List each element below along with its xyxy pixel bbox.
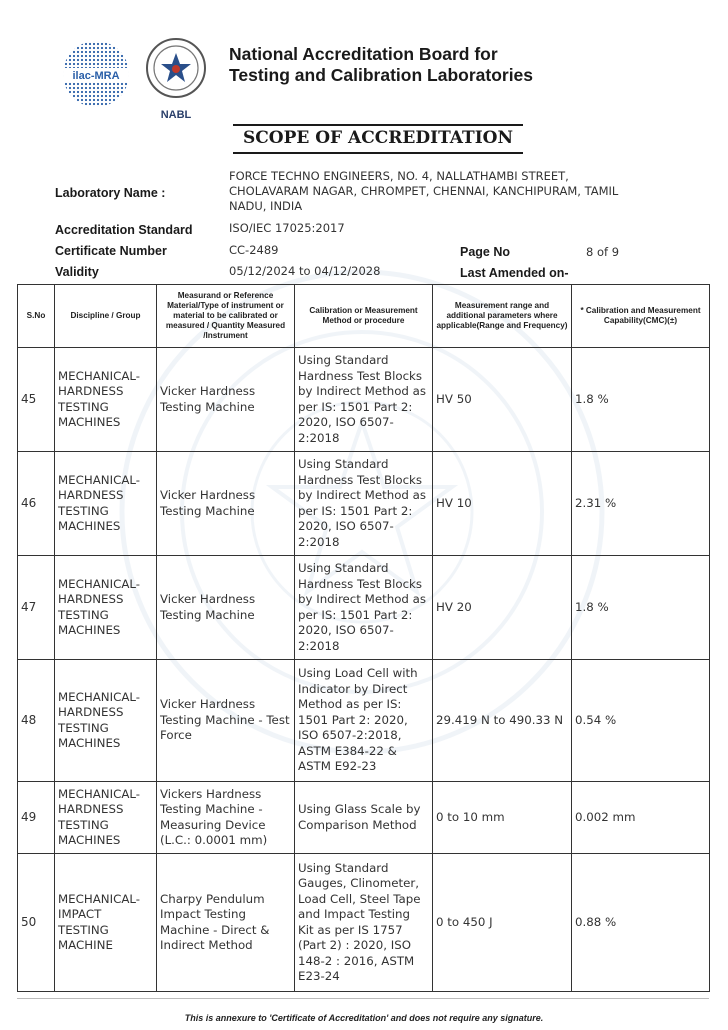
cell-range: HV 20 xyxy=(433,556,572,660)
scope-table xyxy=(17,284,710,992)
header-logos xyxy=(60,38,210,122)
table-row xyxy=(18,556,710,660)
cell-cmc: 1.8 % xyxy=(572,556,710,660)
table-header-row xyxy=(18,285,710,348)
cell-cmc: 1.8 % xyxy=(572,348,710,452)
table-row xyxy=(18,660,710,782)
last-amended-label: Last Amended on- xyxy=(460,266,569,280)
nabl-logo xyxy=(144,38,208,122)
document-title: SCOPE OF ACCREDITATION xyxy=(233,124,523,154)
lab-name-label: Laboratory Name : xyxy=(55,186,166,200)
table-row xyxy=(18,854,710,992)
ilac-logo-text: ilac-MRA xyxy=(72,70,120,82)
validity-value: 05/12/2024 to 04/12/2028 xyxy=(229,264,381,278)
cell-range: 0 to 10 mm xyxy=(433,782,572,854)
page-no-value: 8 of 9 xyxy=(586,245,620,259)
cell-discipline: MECHANICAL- HARDNESS TESTING MACHINES xyxy=(55,556,157,660)
cell-method: Using Glass Scale by Comparison Method xyxy=(295,782,433,854)
cell-cmc: 0.002 mm xyxy=(572,782,710,854)
cell-discipline: MECHANICAL- HARDNESS TESTING MACHINES xyxy=(55,660,157,782)
cell-measurand: Vicker Hardness Testing Machine xyxy=(157,452,295,556)
cell-discipline: MECHANICAL- IMPACT TESTING MACHINE xyxy=(55,854,157,992)
table-row xyxy=(18,348,710,452)
footer-divider xyxy=(17,998,709,999)
cell-sno: 49 xyxy=(18,782,55,854)
standard-label: Accreditation Standard xyxy=(55,223,193,237)
cell-range: HV 10 xyxy=(433,452,572,556)
table-row xyxy=(18,452,710,556)
certificate-value: CC-2489 xyxy=(229,243,279,257)
cell-range: HV 50 xyxy=(433,348,572,452)
cell-cmc: 0.54 % xyxy=(572,660,710,782)
lab-name-line3: NADU, INDIA xyxy=(229,199,303,213)
cell-measurand: Vickers Hardness Testing Machine - Measuring Device (L.C.: 0.0001 mm) xyxy=(157,782,295,854)
cell-method: Using Standard Hardness Test Blocks by Indirect Method as per IS: 1501 Part 2: 2020, ISO 6507-2:2018 xyxy=(295,452,433,556)
cell-sno: 48 xyxy=(18,660,55,782)
cell-sno: 47 xyxy=(18,556,55,660)
validity-label: Validity xyxy=(55,265,99,279)
standard-value: ISO/IEC 17025:2017 xyxy=(229,221,345,235)
header-measurand: Measurand or Reference Material/Type of instrument or material to be calibrated or measured / Quantity Measured /Instrument xyxy=(157,285,295,348)
header-discipline: Discipline / Group xyxy=(55,285,157,348)
cell-cmc: 2.31 % xyxy=(572,452,710,556)
cell-measurand: Vicker Hardness Testing Machine xyxy=(157,556,295,660)
cell-sno: 45 xyxy=(18,348,55,452)
footer-note: This is annexure to 'Certificate of Accreditation' and does not require any signature. xyxy=(184,1013,544,1023)
board-title xyxy=(229,44,533,86)
page-no-label: Page No xyxy=(460,245,511,259)
cell-measurand: Vicker Hardness Testing Machine xyxy=(157,348,295,452)
cell-method: Using Standard Hardness Test Blocks by Indirect Method as per IS: 1501 Part 2: 2020, ISO 6507-2:2018 xyxy=(295,348,433,452)
cell-range: 29.419 N to 490.33 N xyxy=(433,660,572,782)
lab-name-line2: CHOLAVARAM NAGAR, CHROMPET, CHENNAI, KANCHIPURAM, TAMIL xyxy=(229,184,619,198)
cell-discipline: MECHANICAL- HARDNESS TESTING MACHINES xyxy=(55,782,157,854)
board-title-line2: Testing and Calibration Laboratories xyxy=(229,65,534,85)
cell-discipline: MECHANICAL- HARDNESS TESTING MACHINES xyxy=(55,348,157,452)
cell-discipline: MECHANICAL- HARDNESS TESTING MACHINES xyxy=(55,452,157,556)
nabl-logo-text: NABL xyxy=(160,109,192,121)
cell-method: Using Standard Hardness Test Blocks by Indirect Method as per IS: 1501 Part 2: 2020, ISO 6507-2:2018 xyxy=(295,556,433,660)
header-sno: S.No xyxy=(18,285,55,348)
header-range: Measurement range and additional parameters where applicable(Range and Frequency) xyxy=(433,285,572,348)
board-title-line1: National Accreditation Board for xyxy=(229,44,498,64)
cell-cmc: 0.88 % xyxy=(572,854,710,992)
cell-sno: 50 xyxy=(18,854,55,992)
cell-method: Using Standard Gauges, Clinometer, Load Cell, Steel Tape and Impact Testing Kit as per IS 1757 (Part 2) : 2020, ISO 148-2 : 2016, ASTM E23-24 xyxy=(295,854,433,992)
cell-range: 0 to 450 J xyxy=(433,854,572,992)
certificate-label: Certificate Number xyxy=(55,244,167,258)
cell-measurand: Charpy Pendulum Impact Testing Machine - Direct & Indirect Method xyxy=(157,854,295,992)
table-row xyxy=(18,782,710,854)
cell-method: Using Load Cell with Indicator by Direct Method as per IS: 1501 Part 2: 2020, ISO 6507-2:2018, ASTM E384-22 & ASTM E92-23 xyxy=(295,660,433,782)
cell-sno: 46 xyxy=(18,452,55,556)
cell-measurand: Vicker Hardness Testing Machine - Test Force xyxy=(157,660,295,782)
lab-name-value xyxy=(229,169,669,214)
header-cmc: * Calibration and Measurement Capability(CMC)(±) xyxy=(572,285,710,348)
ilac-mra-logo xyxy=(60,38,132,110)
header-method: Calibration or Measurement Method or procedure xyxy=(295,285,433,348)
lab-name-line1: FORCE TECHNO ENGINEERS, NO. 4, NALLATHAMBI STREET, xyxy=(229,169,569,183)
